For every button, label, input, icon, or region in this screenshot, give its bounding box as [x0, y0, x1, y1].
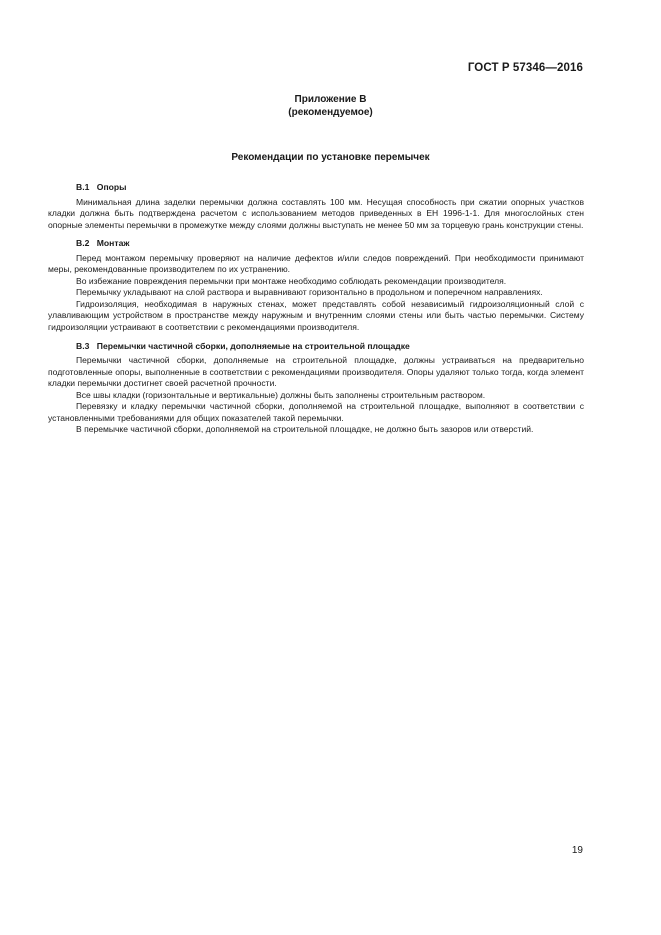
section-number: В.3 — [76, 340, 90, 351]
page-number: 19 — [571, 845, 583, 856]
paragraph: Все швы кладки (горизонтальные и вертикальные) должны быть заполнены строительным раствором. — [76, 389, 486, 400]
section-heading — [48, 341, 584, 353]
standard-code: ГОСТ Р 57346—2016 — [467, 62, 583, 74]
section-title: Опоры — [96, 182, 127, 192]
paragraph: Перевязку и кладку перемычки частичной сборки, дополняемой на строительной площадке, выполняют в соответствии с установленными требованиями для общих показателей такой перемычки. — [48, 401, 584, 423]
paragraph: Перед монтажом перемычку проверяют на наличие дефектов и/или следов повреждений. При необходимости принимают меры, рекомендованные производителем по их устранению. — [48, 252, 584, 275]
section-number: В.2 — [76, 238, 90, 249]
paragraph: Во избежание повреждения перемычки при монтаже необходимо соблюдать рекомендации производителя. — [76, 275, 507, 286]
section-title: Монтаж — [96, 238, 130, 249]
document-body — [48, 182, 584, 436]
section-number: В.1 — [76, 182, 90, 192]
section-title: Перемычки частичной сборки, дополняемые на строительной площадке — [96, 340, 410, 351]
section-heading — [48, 238, 584, 250]
annex-title: Рекомендации по установке перемычек — [231, 152, 430, 163]
annex-label: Приложение В — [294, 94, 367, 105]
paragraph: Перемычку укладывают на слой раствора и выравнивают горизонтально в продольном и поперечном направлениях. — [76, 287, 543, 298]
paragraph: Перемычки частичной сборки, дополняемые на строительной площадке, должны устраиваться на предварительно подготовленные опоры, выполненные в соответствии с рекомендациями производителя. Опоры удаляют только тогда, когда элемент кладки перемычки достигнет своей расчетной прочности. — [48, 355, 584, 389]
paragraph: В перемычке частичной сборки, дополняемой на строительной площадке, не должно быть зазоров или отверстий. — [76, 424, 534, 435]
annex-heading — [0, 93, 661, 119]
paragraph: Минимальная длина заделки перемычки должна составлять 100 мм. Несущая способность при сжатии опорных участков кладки должна быть подтверждена расчетом с использованием методов приведенных в ЕН 1996-1-1. Для многослойных стен опорные элементы перемычки в промежутке между слоями должны выступать не менее 50 мм за торцевую грань конструкции стены. — [48, 196, 584, 230]
paragraph: Гидроизоляция, необходимая в наружных стенах, может представлять собой независимый гидроизоляционный слой с улавливающим устройством в пространстве между наружным и внутренним слоями стены или быть частью перемычки. Систему гидроизоляции устраивают в соответствии с рекомендациями производителя. — [48, 298, 584, 333]
annex-status: (рекомендуемое) — [288, 107, 373, 118]
section-heading — [48, 182, 584, 194]
